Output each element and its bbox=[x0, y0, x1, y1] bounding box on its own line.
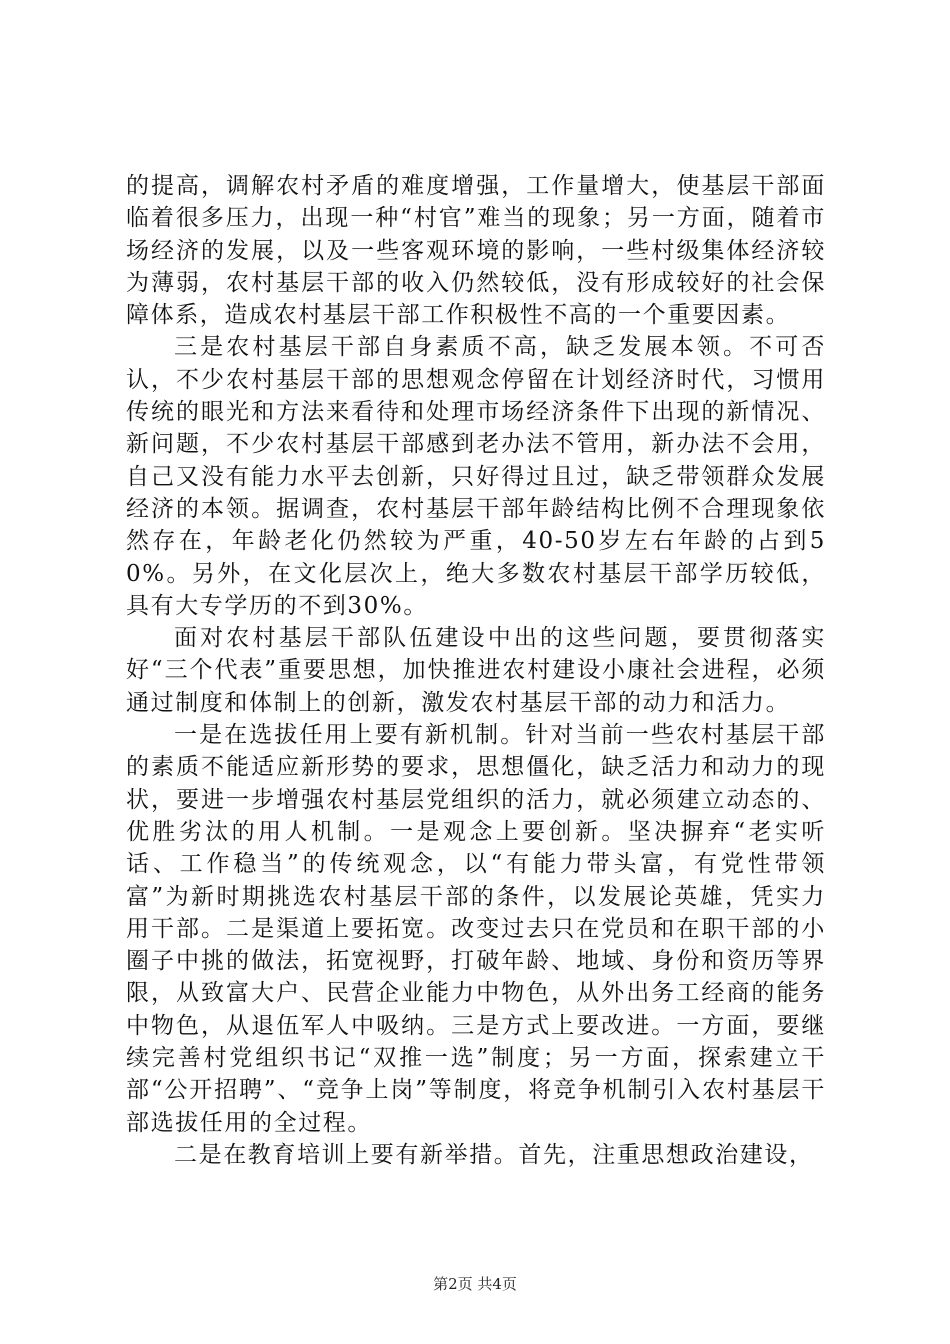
paragraph-selection-mechanism: 一是在选拔任用上要有新机制。针对当前一些农村基层干部的素质不能适应新形势的要求，思想僵化，缺乏活力和动力的现状，要进一步增强农村基层党组织的活力，就必须建立动态的、优胜劣汰的用人机制。一是观念上要创新。坚决摒弃“老实听话、工作稳当”的传统观念，以“有能力带头富，有党性带领富”为新时期挑选农村基层干部的条件，以发展论英雄，凭实力用干部。二是渠道上要拓宽。改变过去只在党员和在职干部的小圈子中挑的做法，拓宽视野，打破年龄、地域、身份和资历等界限，从致富大户、民营企业能力中物色，从外出务工经商的能务中物色，从退伍军人中吸纳。三是方式上要改进。一方面，要继续完善村党组织书记“双推一选”制度；另一方面，探索建立干部“公开招聘”、“竞争上岗”等制度，将竞争机制引入农村基层干部选拔任用的全过程。 bbox=[126, 722, 826, 1136]
paragraph-problems-summary: 面对农村基层干部队伍建设中出的这些问题，要贯彻落实好“三个代表”重要思想，加快推进农村建设小康社会进程，必须通过制度和体制上的创新，激发农村基层干部的动力和活力。 bbox=[126, 625, 826, 716]
paragraph-point-three: 三是农村基层干部自身素质不高，缺乏发展本领。不可否认，不少农村基层干部的思想观念停留在计划经济时代，习惯用传统的眼光和方法来看待和处理市场经济条件下出现的新情况、新问题，不少农村基层干部感到老办法不管用，新办法不会用，自己又没有能力水平去创新，只好得过且过，缺乏带领群众发展经济的本领。据调查，农村基层干部年龄结构比例不合理现象依然存在，年龄老化仍然较为严重，40-50岁左右年龄的占到50%。另外，在文化层次上，绝大多数农村基层干部学历较低，具有大专学历的不到30%。 bbox=[126, 334, 826, 619]
paragraph-continuation: 的提高，调解农村矛盾的难度增强，工作量增大，使基层干部面临着很多压力，出现一种“村官”难当的现象；另一方面，随着市场经济的发展，以及一些客观环境的影响，一些村级集体经济较为薄弱，农村基层干部的收入仍然较低，没有形成较好的社会保障体系，造成农村基层干部工作积极性不高的一个重要因素。 bbox=[126, 173, 826, 329]
paragraph-training-measures: 二是在教育培训上要有新举措。首先，注重思想政治建设， bbox=[174, 1141, 814, 1168]
document-body bbox=[126, 170, 826, 1171]
page-number-footer: 第2页 共4页 bbox=[433, 1275, 517, 1293]
